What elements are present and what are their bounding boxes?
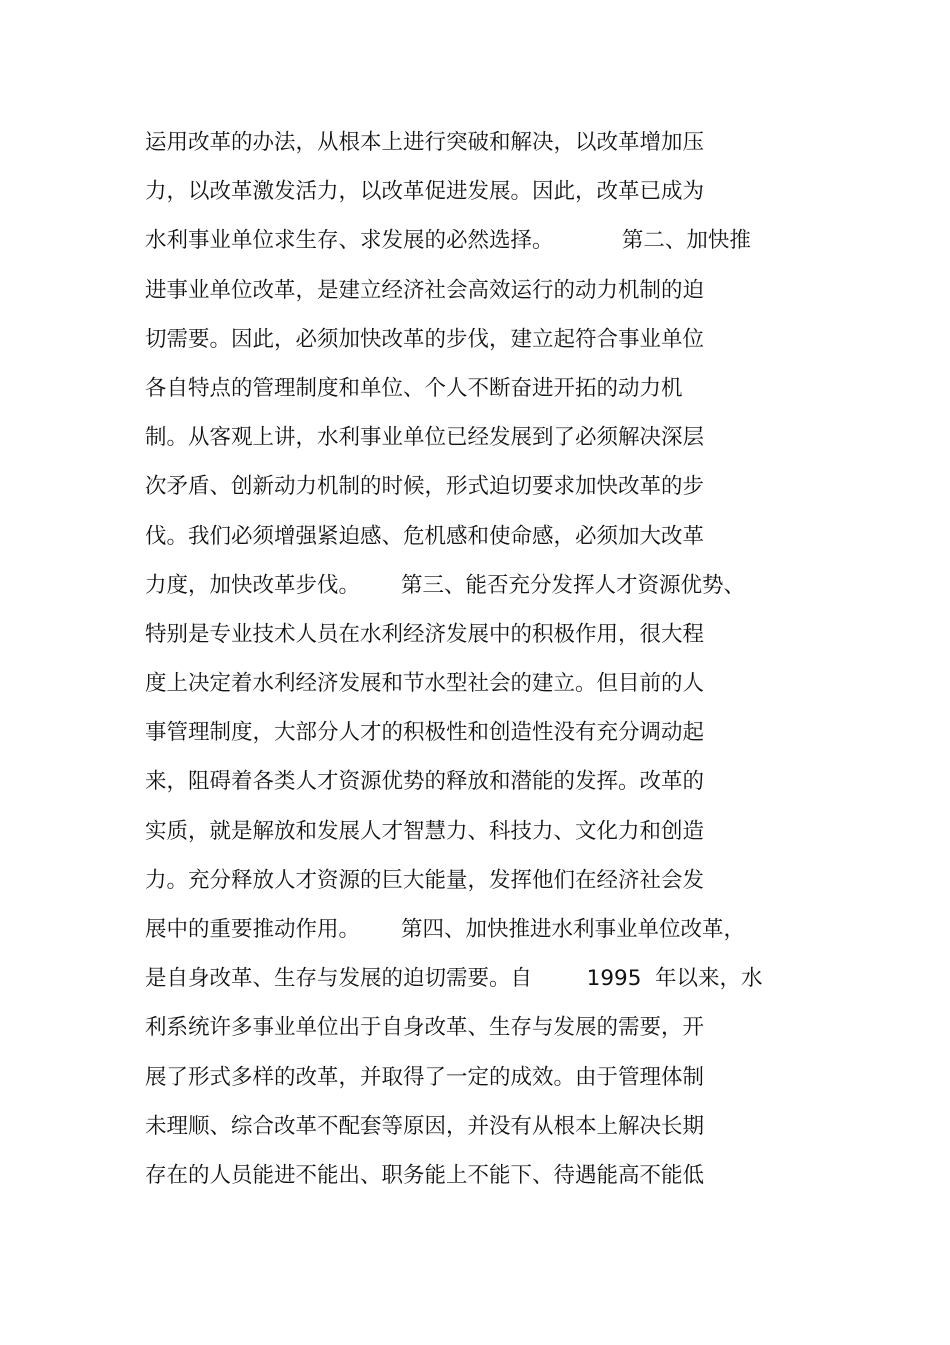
text-line: 力。充分释放人才资源的巨大能量，发挥他们在经济社会发: [145, 867, 705, 893]
text-line: 是自身改革、生存与发展的迫切需要。自 1995 年以来，水: [145, 966, 763, 992]
text-line: 次矛盾、创新动力机制的时候，形式迫切要求加快改革的步: [145, 474, 705, 500]
text-line: 各自特点的管理制度和单位、个人不断奋进开拓的动力机: [145, 375, 683, 401]
text-line: 度上决定着水利经济发展和节水型社会的建立。但目前的人: [145, 671, 705, 697]
text-line: 存在的人员能进不能出、职务能上不能下、待遇能高不能低: [145, 1162, 705, 1188]
text-line: 运用改革的办法，从根本上进行突破和解决，以改革增加压: [145, 130, 705, 155]
text-line: 展了形式多样的改革，并取得了一定的成效。由于管理体制: [145, 1064, 705, 1090]
text-line: 未理顺、综合改革不配套等原因，并没有从根本上解决长期: [145, 1113, 705, 1139]
text-line: 进事业单位改革，是建立经济社会高效运行的动力机制的迫: [145, 277, 705, 303]
body-text: [145, 118, 935, 1200]
text-line: 实质，就是解放和发展人才智慧力、科技力、文化力和创造: [145, 818, 705, 844]
text-line: 利系统许多事业单位出于自身改革、生存与发展的需要，开: [145, 1015, 705, 1041]
text-line: 水利事业单位求生存、求发展的必然选择。 第二、加快推: [145, 228, 751, 254]
text-line: 来，阻碍着各类人才资源优势的释放和潜能的发挥。改革的: [145, 769, 705, 795]
text-line: 事管理制度，大部分人才的积极性和创造性没有充分调动起: [145, 720, 705, 746]
text-line: 制。从客观上讲，水利事业单位已经发展到了必须解决深层: [145, 425, 705, 451]
text-line: 展中的重要推动作用。 第四、加快推进水利事业单位改革，: [145, 917, 746, 942]
text-line: 力，以改革激发活力，以改革促进发展。因此，改革已成为: [145, 179, 705, 205]
text-line: 力度，加快改革步伐。 第三、能否充分发挥人才资源优势、: [145, 572, 746, 598]
text-line: 伐。我们必须增强紧迫感、危机感和使命感，必须加大改革: [145, 523, 705, 549]
text-line: 特别是专业技术人员在水利经济发展中的积极作用，很大程: [145, 621, 705, 647]
text-line: 切需要。因此，必须加快改革的步伐，建立起符合事业单位: [145, 326, 705, 352]
